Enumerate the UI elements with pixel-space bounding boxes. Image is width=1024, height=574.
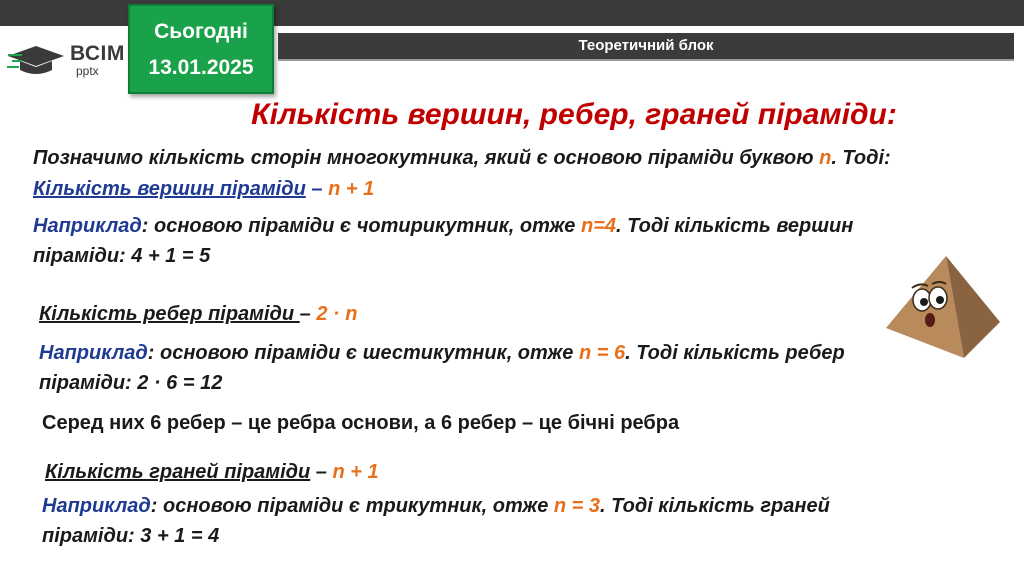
vertices-dash: – [305, 178, 329, 200]
vertices-example-line2: піраміди: 4 + 1 = 5 [33, 245, 211, 267]
edges-example-n: n = 6 [578, 342, 626, 364]
edges-note: Серед них 6 ребер – це ребра основи, а 6 ребер – це бічні ребра [42, 412, 680, 434]
vertices-example-tail: . Тоді кількість вершин [616, 215, 854, 237]
intro-var: n [819, 147, 832, 169]
intro-text: Позначимо кількість сторін многокутника, який є основою піраміди буквою [33, 147, 820, 169]
vertices-example-text: : основою піраміди є чотирикутник, отже [141, 215, 581, 237]
logo-text: ВСІМ [70, 42, 125, 65]
edges-rule [39, 303, 357, 326]
edges-label: Кількість ребер піраміди [39, 303, 300, 325]
faces-label: Кількість граней піраміди [45, 461, 311, 483]
faces-example [42, 495, 830, 518]
logo-subtext: pptx [76, 64, 99, 78]
faces-example-line2: піраміди: 3 + 1 = 4 [42, 525, 220, 547]
vertices-example-word: Наприклад [33, 215, 142, 237]
faces-example-text: : основою піраміди є трикутник, отже [150, 495, 554, 517]
pyramid-character-illustration [884, 252, 1002, 362]
faces-example-word: Наприклад [42, 495, 151, 517]
intro-end: . Тоді: [831, 147, 891, 169]
edges-example-tail: . Тоді кількість ребер [625, 342, 845, 364]
date-value: 13.01.2025 [148, 56, 254, 79]
section-title: Теоретичний блок [278, 33, 1014, 61]
vertices-example [33, 215, 853, 238]
date-badge [128, 4, 274, 94]
slide-title: Кількість вершин, ребер, граней піраміди: [251, 98, 897, 131]
faces-example-tail: . Тоді кількість граней [600, 495, 830, 517]
vertices-formula: n + 1 [328, 178, 375, 200]
vertices-example-n: n=4 [581, 215, 617, 237]
intro-line [33, 147, 891, 170]
edges-dash: – [299, 303, 317, 325]
edges-example-word: Наприклад [39, 342, 148, 364]
faces-rule [45, 461, 379, 484]
faces-formula: n + 1 [332, 461, 379, 483]
edges-example-line2: піраміди: 2 · 6 = 12 [39, 372, 223, 394]
vertices-rule [33, 178, 374, 201]
edges-example-text: : основою піраміди є шестикутник, отже [147, 342, 579, 364]
vertices-label: Кількість вершин піраміди [33, 178, 306, 200]
faces-dash: – [310, 461, 333, 483]
faces-example-n: n = 3 [553, 495, 601, 517]
edges-formula: 2 · n [316, 303, 358, 325]
graduation-cap-icon [6, 40, 66, 80]
vsim-logo [6, 40, 128, 80]
edges-example [39, 342, 845, 365]
date-label: Сьогодні [154, 20, 248, 43]
